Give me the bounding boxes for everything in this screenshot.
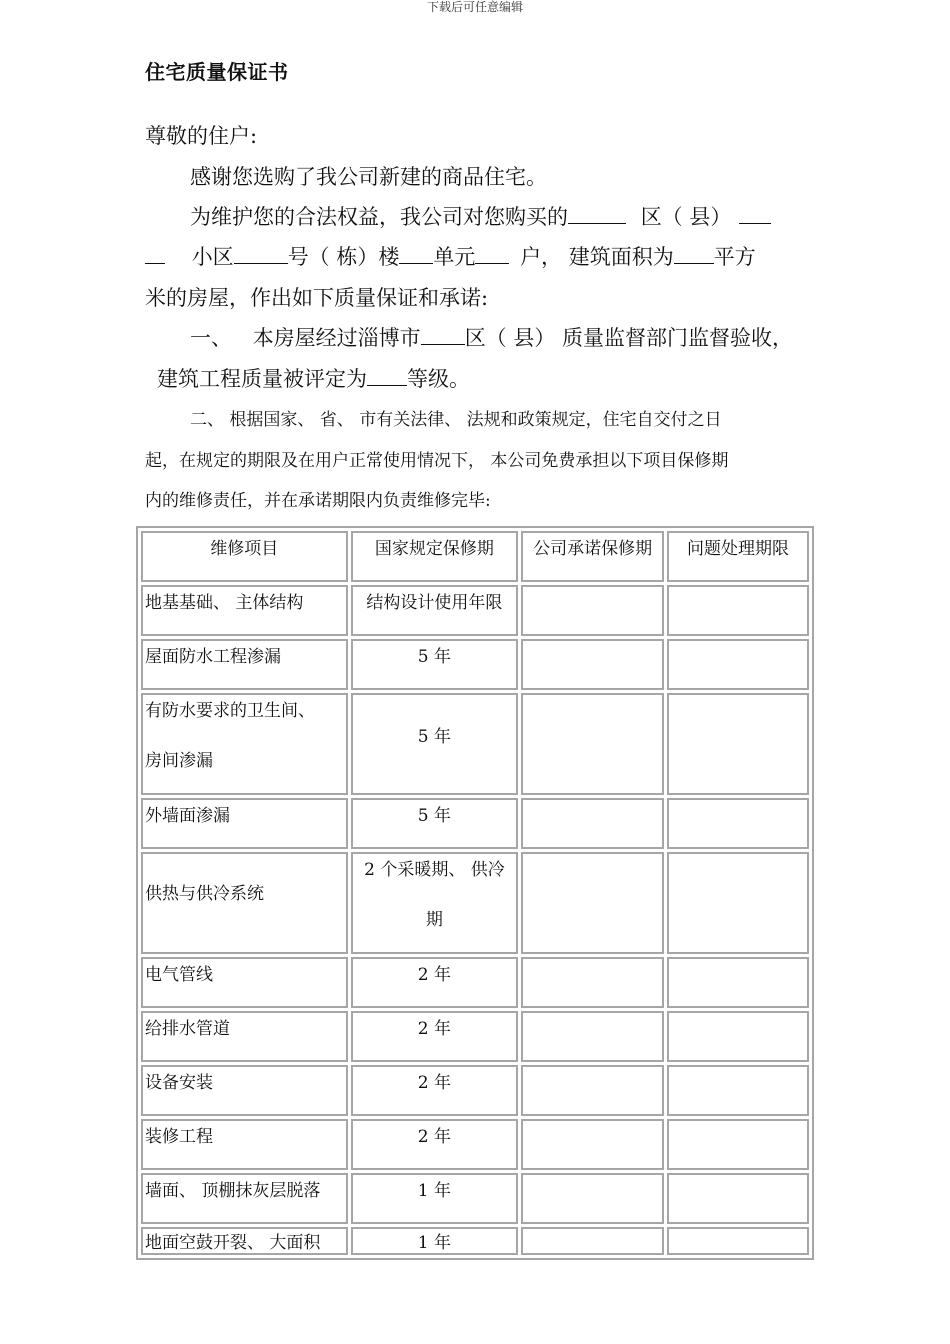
table-row	[141, 693, 809, 795]
warranty-table	[136, 526, 814, 1260]
row-item: 供热与供冷系统	[141, 852, 348, 954]
rights-text-d: 号（ 栋）楼	[287, 245, 400, 269]
row-company-period	[521, 798, 664, 849]
row-handling-deadline	[667, 1119, 809, 1170]
row-company-period	[521, 639, 664, 690]
row-item: 给排水管道	[141, 1011, 348, 1062]
row-period	[351, 852, 519, 954]
row-company-period	[521, 1011, 664, 1062]
table-row	[141, 852, 809, 954]
row-item-line2: 房间渗漏	[145, 751, 213, 771]
rights-text-a: 为维护您的合法权益，我公司对您购买的	[190, 205, 568, 229]
row-handling-deadline	[667, 693, 809, 795]
rights-text-e: 单元	[433, 245, 476, 269]
paragraph-rights-line2	[145, 245, 756, 269]
paragraph-thanks: 感谢您选购了我公司新建的商品住宅。	[190, 165, 547, 189]
row-item: 外墙面渗漏	[141, 798, 348, 849]
row-handling-deadline	[667, 1227, 809, 1255]
item-two-line2: 起，在规定的期限及在用户正常使用情况下， 本公司免费承担以下项目保修期	[145, 451, 729, 471]
row-item: 地面空鼓开裂、 大面积	[141, 1227, 348, 1255]
row-period: 5 年	[351, 798, 519, 849]
row-handling-deadline	[667, 1011, 809, 1062]
district-blank	[568, 205, 626, 224]
area-blank	[674, 245, 714, 264]
row-company-period	[521, 1119, 664, 1170]
row-period-line2: 期	[425, 910, 443, 930]
row-item: 装修工程	[141, 1119, 348, 1170]
row-item: 电气管线	[141, 957, 348, 1008]
row-period: 2 年	[351, 1065, 519, 1116]
header-national-period: 国家规定保修期	[351, 531, 519, 582]
document-title: 住宅质量保证书	[145, 60, 289, 84]
row-handling-deadline	[667, 1065, 809, 1116]
table-row	[141, 798, 809, 849]
row-handling-deadline	[667, 957, 809, 1008]
table-row	[141, 1227, 809, 1255]
rights-text-g: 平方	[713, 245, 756, 269]
table-row	[141, 1065, 809, 1116]
row-company-period	[521, 693, 664, 795]
row-period-line1: 2 个采暖期、 供冷	[364, 860, 505, 880]
table-row	[141, 585, 809, 636]
rights-text-f: 户， 建筑面积为	[520, 245, 674, 269]
row-period: 1 年	[351, 1227, 519, 1255]
item-one-text-c: 建筑工程质量被评定为	[157, 367, 367, 391]
community-blank-b	[145, 245, 165, 264]
row-period: 1 年	[351, 1173, 519, 1224]
quality-grade-blank	[367, 367, 407, 386]
inspection-district-blank	[421, 326, 465, 345]
row-company-period	[521, 585, 664, 636]
salutation: 尊敬的住户:	[145, 124, 258, 148]
row-company-period	[521, 1065, 664, 1116]
item-one-text-d: 等级。	[407, 367, 470, 391]
row-period: 2 年	[351, 1119, 519, 1170]
table-row	[141, 1119, 809, 1170]
row-item: 墙面、 顶棚抹灰层脱落	[141, 1173, 348, 1224]
row-period: 5 年	[351, 639, 519, 690]
item-one-line1	[190, 326, 793, 350]
row-item: 地基基础、 主体结构	[141, 585, 348, 636]
row-handling-deadline	[667, 639, 809, 690]
row-company-period	[521, 957, 664, 1008]
paragraph-rights-line3: 米的房屋，作出如下质量保证和承诺:	[145, 286, 489, 310]
row-item-line1: 有防水要求的卫生间、	[145, 701, 315, 721]
table-row	[141, 1011, 809, 1062]
row-item	[141, 693, 348, 795]
row-handling-deadline	[667, 585, 809, 636]
header-note: 下载后可任意编辑	[426, 0, 523, 14]
row-company-period	[521, 1227, 664, 1255]
header-company-period: 公司承诺保修期	[521, 531, 664, 582]
table-row	[141, 957, 809, 1008]
unit-blank	[399, 245, 433, 264]
item-two-line3: 内的维修责任，并在承诺期限内负责维修完毕:	[145, 491, 491, 511]
household-blank	[475, 245, 509, 264]
table-row	[141, 1173, 809, 1224]
item-one-text-a: 本房屋经过淄博市	[252, 326, 421, 350]
row-period: 2 年	[351, 957, 519, 1008]
rights-text-b: 区（ 县）	[640, 205, 732, 229]
row-handling-deadline	[667, 852, 809, 954]
table-row	[141, 639, 809, 690]
number-blank	[234, 245, 288, 264]
header-handling-deadline: 问题处理期限	[667, 531, 809, 582]
row-handling-deadline	[667, 1173, 809, 1224]
row-item: 设备安装	[141, 1065, 348, 1116]
item-two-line1: 二、 根据国家、 省、 市有关法律、 法规和政策规定，住宅自交付之日	[190, 410, 722, 430]
row-period: 2 年	[351, 1011, 519, 1062]
row-company-period	[521, 1173, 664, 1224]
item-one-line2	[157, 367, 470, 391]
row-handling-deadline	[667, 798, 809, 849]
row-company-period	[521, 852, 664, 954]
paragraph-rights-line1	[190, 205, 771, 229]
community-blank-a	[739, 205, 771, 224]
row-period: 5 年	[351, 693, 519, 795]
table-header-row	[141, 531, 809, 582]
row-period: 结构设计使用年限	[351, 585, 519, 636]
rights-text-c: 小区	[191, 245, 234, 269]
row-item: 屋面防水工程渗漏	[141, 639, 348, 690]
item-one-number: 一、	[190, 326, 232, 350]
header-repair-item: 维修项目	[141, 531, 348, 582]
item-one-text-b: 区（ 县） 质量监督部门监督验收，	[464, 326, 794, 350]
